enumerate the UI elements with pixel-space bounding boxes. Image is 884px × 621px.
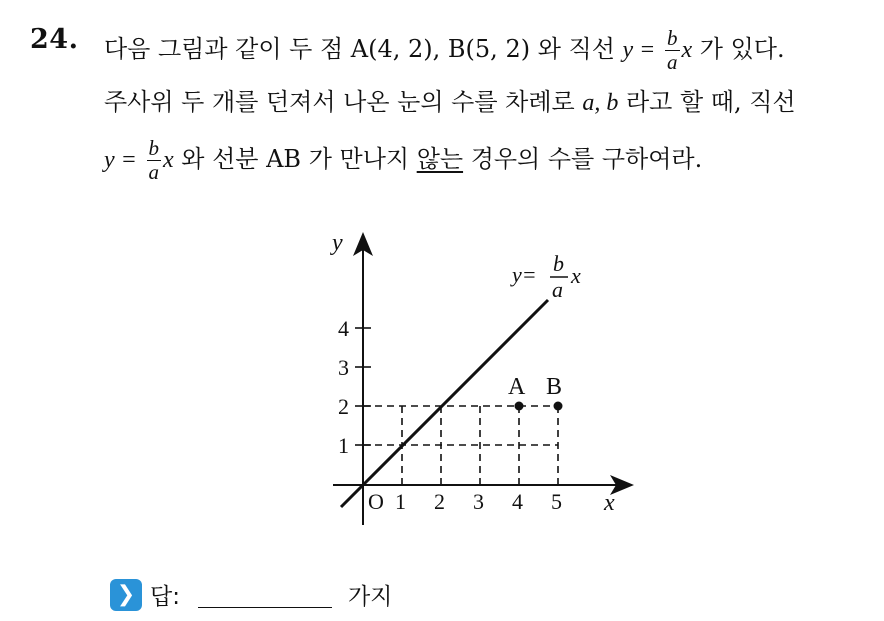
answer-unit: 가지 [347,584,393,610]
answer-row [110,578,392,611]
underlined-word: 않는 [416,145,464,173]
y-tick-label-2: 2 [338,394,349,419]
dashed-guides [363,406,558,485]
line3-text-b: 경우의 수를 구하여라. [463,145,703,173]
answer-blank[interactable] [198,581,332,608]
line1-text-b: 가 있다. [692,35,785,63]
point-b-label: B [546,374,563,400]
fraction-numerator: b [148,136,159,160]
y-tick-label-1: 1 [338,433,349,458]
line-label-prefix: y= [512,262,537,287]
point-a-dot [515,402,524,411]
line-label-denominator: a [552,277,563,302]
line2-text-a: 주사위 두 개를 던져서 나온 눈의 수를 차례로 [104,88,583,116]
line2-text-b: 라고 할 때, 직선 [618,88,796,116]
y-axis-label: y [332,230,343,256]
line2-variables: a, b [582,90,619,116]
line3-equation: y = [104,147,137,173]
point-a-label: A [508,374,526,400]
y-tick-label-4: 4 [338,316,349,341]
x-tick-label-1: 1 [395,489,406,514]
chevron-right-icon: ❯ [110,579,142,611]
x-tick-label-4: 4 [512,489,523,514]
line1-text-a: 다음 그림과 같이 두 점 A(4, 2), B(5, 2) 와 직선 [104,35,623,63]
line-label-numerator: b [553,251,564,276]
line1-equation: y = [622,37,656,63]
x-tick-label-3: 3 [473,489,484,514]
fraction-denominator: a [148,160,159,184]
line3-text-a: 와 선분 AB 가 만나지 [173,145,417,173]
origin-label: O [368,489,384,514]
x-axis-label: x [604,490,615,516]
line3-variable: x [163,147,174,173]
x-tick-label-5: 5 [551,489,562,514]
fraction-numerator: b [667,26,678,50]
point-b-dot [554,402,563,411]
line1-variable: x [681,37,693,63]
x-tick-label-2: 2 [434,489,445,514]
fraction-denominator: a [667,50,678,74]
y-tick-label-3: 3 [338,355,349,380]
answer-label: 답: [150,584,180,610]
question-number: 24. [30,24,79,55]
line-label-variable: x [571,263,581,288]
